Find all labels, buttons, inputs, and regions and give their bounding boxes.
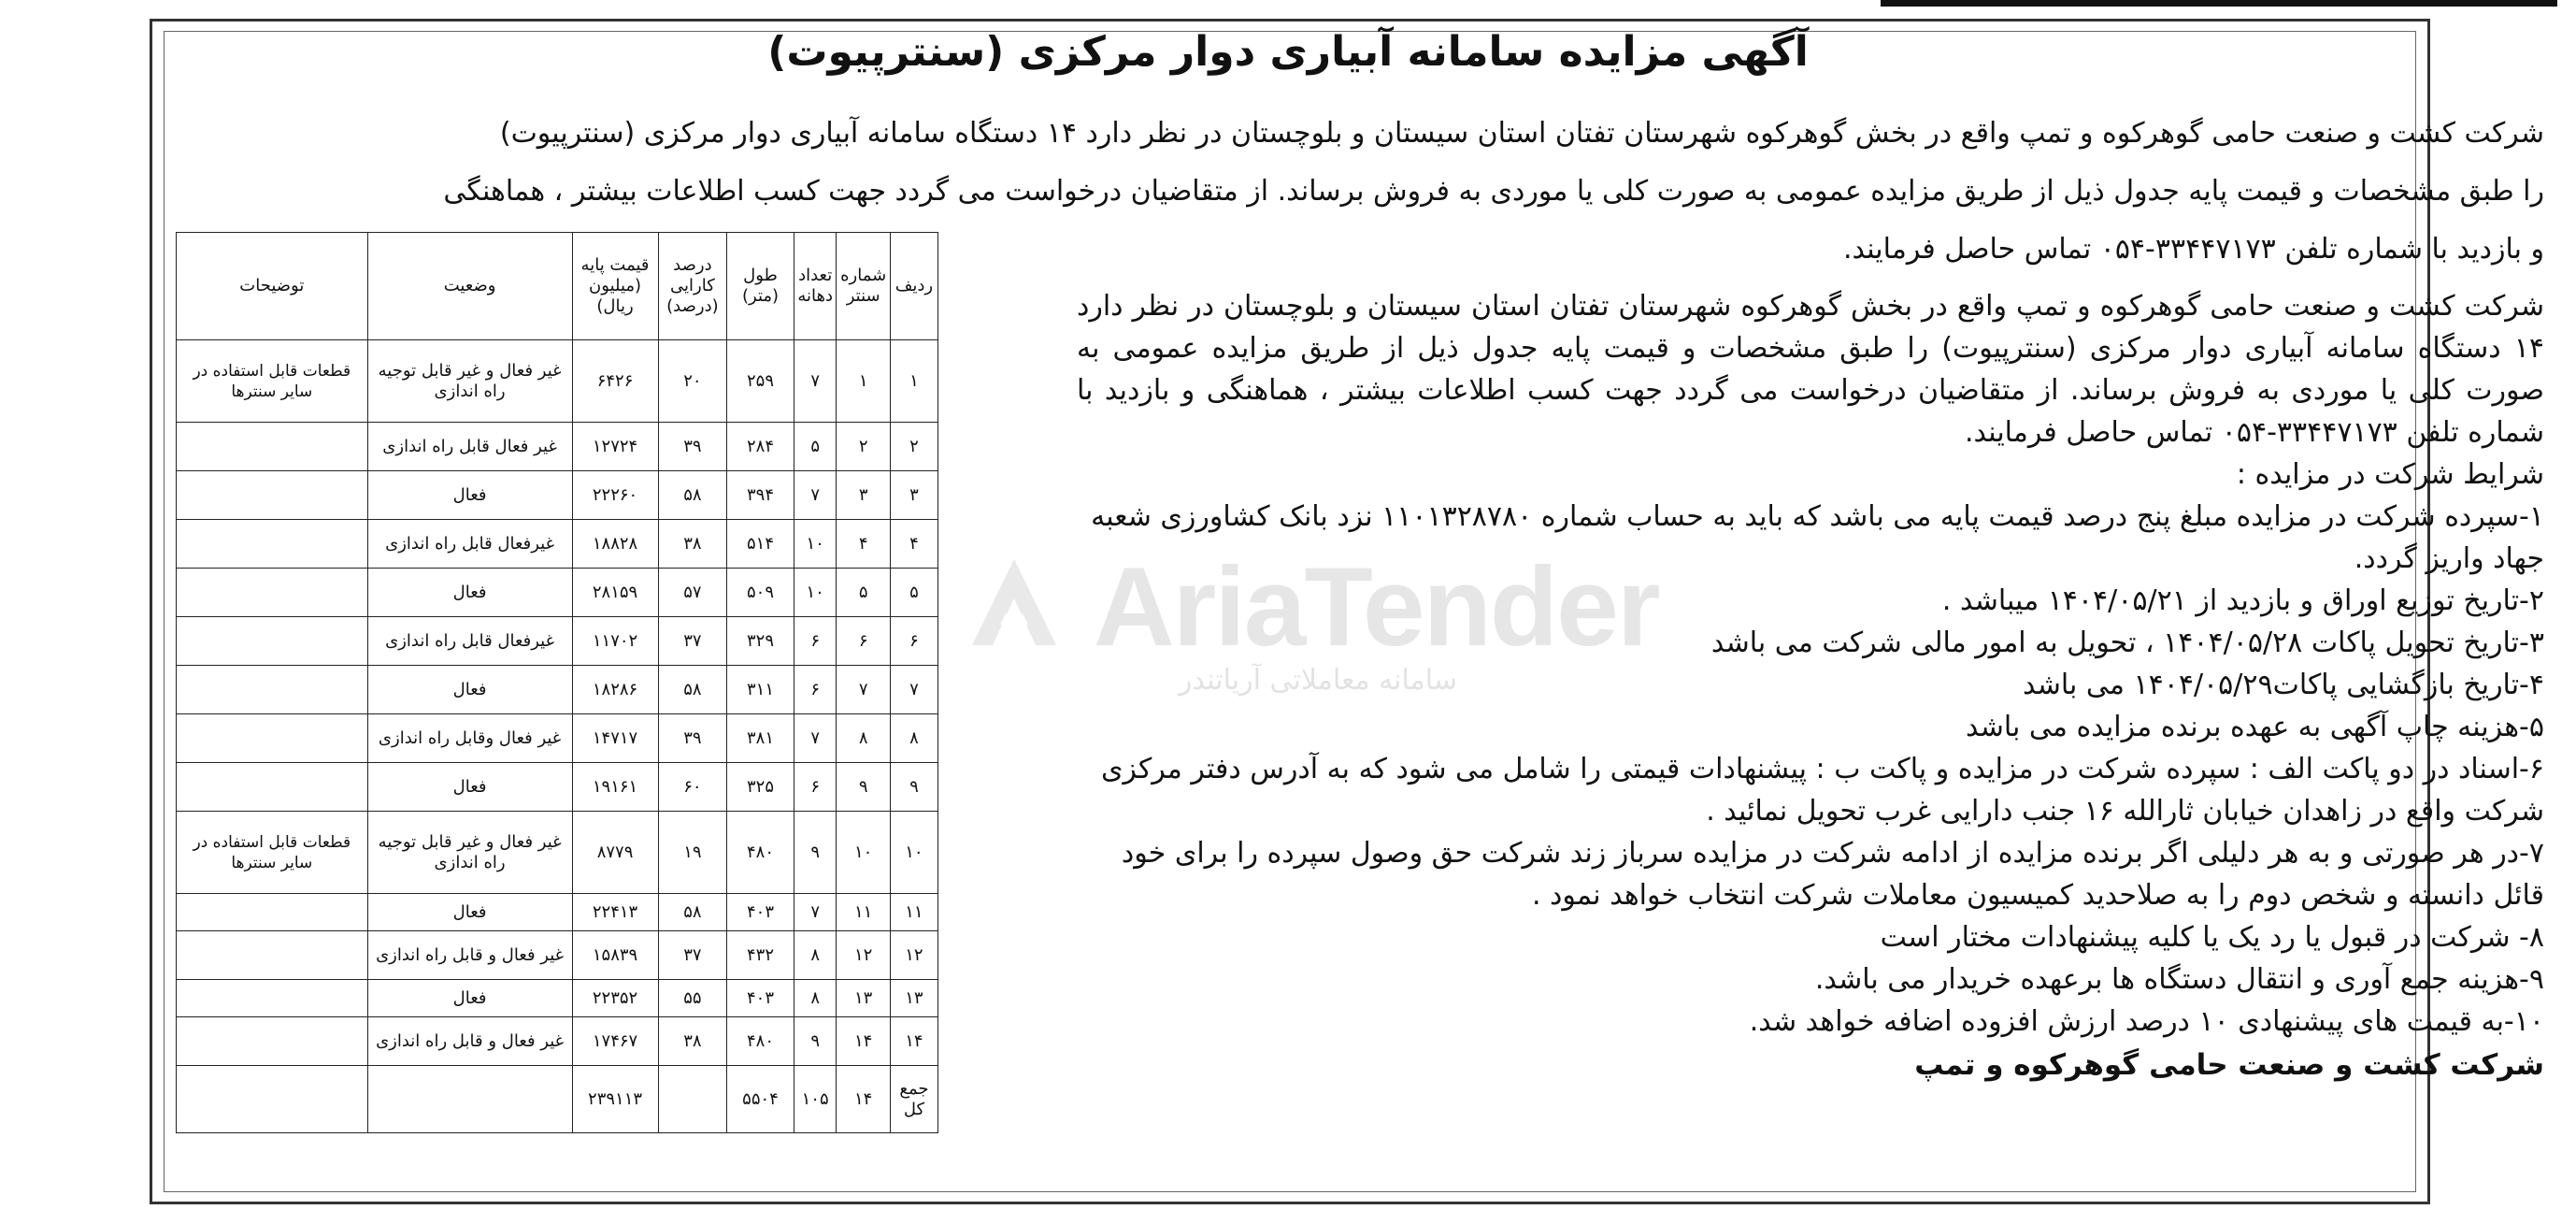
total-cell-spans: ۱۰۵ [794, 1066, 837, 1133]
cell-status: غیر فعال و قابل راه اندازی [367, 931, 572, 980]
intro-line: شرکت کشت و صنعت حامی گوهرکوه و تمپ واقع در بخش گوهرکوه شهرستان تفتان استان سیستان و بلوچستان در نظر دارد ۱۴ دستگاه سامانه آبیاری دوار مرکزی (سنترپیوت) [499, 117, 2544, 150]
cell-length: ۴۳۲ [727, 931, 794, 980]
cell-row-no: ۱۳ [890, 980, 937, 1017]
cell-length: ۲۸۴ [727, 423, 794, 471]
body-paragraph: شرکت کشت و صنعت حامی گوهرکوه و تمپ واقع در بخش گوهرکوه شهرستان تفتان استان سیستان و بلوچستان در نظر دارد ۱۴ دستگاه سامانه آبیاری دوار مرکزی (سنترپیوت) را طبق مشخصات و قیمت پایه جدول ذیل از طریق مزایده عمومی به صورت کلی یا موردی به فروش برساند. از متقاضیان درخواست می گردد جهت کسب اطلاعات بیشتر ، هماهنگی و بازدید با شماره تلفن ۳۳۴۴۷۱۷۳-۰۵۴ تماس حاصل فرمایند. [1077, 290, 2544, 449]
cell-center-no: ۲ [837, 423, 890, 471]
cell-row-no: ۱۰ [890, 812, 937, 894]
total-cell-base-price: ۲۳۹۱۱۳ [572, 1066, 658, 1133]
intro-line: و بازدید با شماره تلفن ۳۳۴۴۷۱۷۳-۰۵۴ تماس حاصل فرمایند. [1842, 233, 2544, 266]
cell-row-no: ۱۴ [890, 1017, 937, 1066]
cell-spans: ۸ [794, 931, 837, 980]
cell-spans: ۶ [794, 666, 837, 714]
cell-spans: ۶ [794, 617, 837, 666]
cell-status: فعال [367, 763, 572, 812]
cell-row-no: ۴ [890, 520, 937, 569]
cell-spans: ۹ [794, 812, 837, 894]
table-row [177, 617, 938, 666]
cell-efficiency: ۳۹ [658, 423, 727, 471]
cell-center-no: ۶ [837, 617, 890, 666]
cell-status: غیرفعال قابل راه اندازی [367, 520, 572, 569]
cell-status: غیر فعال قابل راه اندازی [367, 423, 572, 471]
cell-status: غیر فعال وقابل راه اندازی [367, 714, 572, 763]
cell-spans: ۱۰ [794, 569, 837, 617]
table-row [177, 980, 938, 1017]
table-row [177, 931, 938, 980]
cell-status: غیر فعال و قابل راه اندازی [367, 1017, 572, 1066]
cell-status: فعال [367, 569, 572, 617]
cell-efficiency: ۵۵ [658, 980, 727, 1017]
cell-efficiency: ۵۸ [658, 666, 727, 714]
cell-center-no: ۷ [837, 666, 890, 714]
watermark-subtitle: سامانه معاملاتی آریاتندر [1179, 664, 1457, 697]
cell-status: غیر فعال و غیر قابل توجیه راه اندازی [367, 340, 572, 423]
cell-efficiency: ۳۹ [658, 714, 727, 763]
cell-efficiency: ۶۰ [658, 763, 727, 812]
cell-status: فعال [367, 980, 572, 1017]
col-header-row-no: ردیف [890, 233, 937, 340]
table-row [177, 520, 938, 569]
cell-notes [177, 1017, 368, 1066]
condition-item: ۳-تاریخ تحویل پاکات ۱۴۰۴/۰۵/۲۸ ، تحویل به امور مالی شرکت می باشد [1710, 626, 2544, 659]
cell-spans: ۷ [794, 340, 837, 423]
cell-notes [177, 520, 368, 569]
company-signature: شرکت کشت و صنعت حامی گوهرکوه و تمپ [1914, 1048, 2544, 1082]
total-cell-row-no: جمع کل [890, 1066, 937, 1133]
col-header-spans: تعداد دهانه [794, 233, 837, 340]
cell-base-price: ۱۴۷۱۷ [572, 714, 658, 763]
cell-base-price: ۲۸۱۵۹ [572, 569, 658, 617]
table-row [177, 714, 938, 763]
cell-status: فعال [367, 471, 572, 520]
cell-row-no: ۳ [890, 471, 937, 520]
cell-length: ۳۸۱ [727, 714, 794, 763]
cell-center-no: ۱۴ [837, 1017, 890, 1066]
cell-base-price: ۱۹۱۶۱ [572, 763, 658, 812]
cell-length: ۵۰۹ [727, 569, 794, 617]
cell-efficiency: ۱۹ [658, 812, 727, 894]
notice-title: آگهی مزایده سامانه آبیاری دوار مرکزی (سنترپیوت) [767, 28, 1809, 76]
table-row [177, 763, 938, 812]
cell-row-no: ۵ [890, 569, 937, 617]
cell-status: فعال [367, 894, 572, 931]
cell-base-price: ۱۸۸۲۸ [572, 520, 658, 569]
col-header-center-no: شماره سنتر [837, 233, 890, 340]
cell-length: ۵۱۴ [727, 520, 794, 569]
cell-notes [177, 423, 368, 471]
table-row [177, 340, 938, 423]
cell-length: ۲۵۹ [727, 340, 794, 423]
total-cell-notes [177, 1066, 368, 1133]
condition-item: ۸- شرکت در قبول یا رد یک یا کلیه پیشنهادات مختار است [1880, 921, 2544, 954]
table-row [177, 894, 938, 931]
top-rule [1881, 0, 2557, 7]
table-row [177, 471, 938, 520]
total-cell-length: ۵۵۰۴ [727, 1066, 794, 1133]
cell-efficiency: ۳۷ [658, 617, 727, 666]
cell-spans: ۱۰ [794, 520, 837, 569]
cell-efficiency: ۳۸ [658, 1017, 727, 1066]
cell-notes [177, 666, 368, 714]
total-cell-center-no: ۱۴ [837, 1066, 890, 1133]
cell-length: ۳۲۹ [727, 617, 794, 666]
col-header-notes: توضیحات [177, 233, 368, 340]
cell-row-no: ۲ [890, 423, 937, 471]
cell-spans: ۶ [794, 763, 837, 812]
cell-notes [177, 714, 368, 763]
cell-base-price: ۶۴۲۶ [572, 340, 658, 423]
cell-spans: ۷ [794, 714, 837, 763]
cell-base-price: ۱۲۷۲۴ [572, 423, 658, 471]
condition-item: ۷-در هر صورتی و به هر دلیلی اگر برنده مزایده از ادامه شرکت در مزایده سرباز زند شرکت حق وصول سپرده را برای خود قائل دانسته و شخص دوم را به صلاحدید کمیسیون معاملات شرکت انتخاب خواهد نمود . [1121, 837, 2544, 912]
condition-item: ۱-سپرده شرکت در مزایده مبلغ پنج درصد قیمت پایه می باشد که باید به حساب شماره ۱۱۰۱۳۲۸۷۸۰ نزد بانک کشاورزی شعبه جهاد واریز گردد. [1091, 500, 2544, 575]
cell-spans: ۷ [794, 894, 837, 931]
cell-length: ۴۸۰ [727, 1017, 794, 1066]
condition-item: ۹-هزینه جمع آوری و انتقال دستگاه ها برعهده خریدار می باشد. [1814, 963, 2544, 996]
cell-base-price: ۲۲۳۵۲ [572, 980, 658, 1017]
cell-notes [177, 980, 368, 1017]
cell-efficiency: ۵۷ [658, 569, 727, 617]
condition-item: ۴-تاریخ بازگشایی پاکات۱۴۰۴/۰۵/۲۹ می باشد [2022, 669, 2544, 701]
intro-line: را طبق مشخصات و قیمت پایه جدول ذیل از طریق مزایده عمومی به صورت کلی یا موردی به فروش برساند. از متقاضیان درخواست می گردد جهت کسب اطلاعات بیشتر ، هماهنگی [443, 175, 2544, 208]
cell-length: ۳۱۱ [727, 666, 794, 714]
cell-notes [177, 894, 368, 931]
cell-center-no: ۱۱ [837, 894, 890, 931]
cell-status: غیر فعال و غیر قابل توجیه راه اندازی [367, 812, 572, 894]
cell-center-no: ۱۰ [837, 812, 890, 894]
cell-length: ۳۹۴ [727, 471, 794, 520]
cell-length: ۴۰۳ [727, 894, 794, 931]
cell-notes [177, 471, 368, 520]
table-body [177, 340, 938, 1133]
total-cell-status [367, 1066, 572, 1133]
cell-notes [177, 617, 368, 666]
cell-row-no: ۸ [890, 714, 937, 763]
table-total-row [177, 1066, 938, 1133]
cell-notes: قطعات قابل استفاده در سایر سنترها [177, 812, 368, 894]
table-row [177, 812, 938, 894]
cell-center-no: ۱ [837, 340, 890, 423]
cell-center-no: ۵ [837, 569, 890, 617]
col-header-length: طول (متر) [727, 233, 794, 340]
col-header-base-price: قیمت پایه (میلیون ریال) [572, 233, 658, 340]
cell-notes [177, 931, 368, 980]
cell-efficiency: ۵۸ [658, 894, 727, 931]
cell-center-no: ۴ [837, 520, 890, 569]
table-row [177, 1017, 938, 1066]
total-cell-efficiency [658, 1066, 727, 1133]
cell-row-no: ۱۲ [890, 931, 937, 980]
cell-status: فعال [367, 666, 572, 714]
cell-row-no: ۱ [890, 340, 937, 423]
cell-row-no: ۱۱ [890, 894, 937, 931]
cell-base-price: ۸۷۷۹ [572, 812, 658, 894]
cell-length: ۴۸۰ [727, 812, 794, 894]
cell-status: غیرفعال قابل راه اندازی [367, 617, 572, 666]
cell-base-price: ۲۲۲۶۰ [572, 471, 658, 520]
cell-notes: قطعات قابل استفاده در سایر سنترها [177, 340, 368, 423]
cell-length: ۳۲۵ [727, 763, 794, 812]
condition-item: ۵-هزینه چاپ آگهی به عهده برنده مزایده می باشد [1965, 711, 2544, 743]
cell-center-no: ۱۲ [837, 931, 890, 980]
cell-spans: ۸ [794, 980, 837, 1017]
condition-item: ۱۰-به قیمت های پیشنهادی ۱۰ درصد ارزش افزوده اضافه خواهد شد. [1749, 1005, 2544, 1038]
cell-row-no: ۷ [890, 666, 937, 714]
cell-efficiency: ۳۷ [658, 931, 727, 980]
cell-base-price: ۱۵۸۳۹ [572, 931, 658, 980]
watermark-brand: AriaTender [1094, 544, 1659, 670]
cell-spans: ۷ [794, 471, 837, 520]
table-row [177, 666, 938, 714]
cell-efficiency: ۳۸ [658, 520, 727, 569]
cell-base-price: ۲۲۴۱۳ [572, 894, 658, 931]
cell-length: ۴۰۳ [727, 980, 794, 1017]
col-header-efficiency: درصد کارایی (درصد) [658, 233, 727, 340]
cell-center-no: ۱۳ [837, 980, 890, 1017]
cell-notes [177, 569, 368, 617]
notice-body [1077, 285, 2544, 1087]
cell-notes [177, 763, 368, 812]
cell-spans: ۹ [794, 1017, 837, 1066]
col-header-status: وضعیت [367, 233, 572, 340]
cell-base-price: ۱۷۴۶۷ [572, 1017, 658, 1066]
cell-efficiency: ۵۸ [658, 471, 727, 520]
cell-center-no: ۳ [837, 471, 890, 520]
cell-efficiency: ۲۰ [658, 340, 727, 423]
table-row [177, 569, 938, 617]
cell-row-no: ۹ [890, 763, 937, 812]
table-header-row [177, 233, 938, 340]
cell-base-price: ۱۸۲۸۶ [572, 666, 658, 714]
condition-item: ۶-اسناد در دو پاکت الف : سپرده شرکت در مزایده و پاکت ب : پیشنهادات قیمتی را شامل می شود که به آدرس دفتر مرکزی شرکت واقع در زاهدان خیابان ثارالله ۱۶ جنب دارایی غرب تحویل نمائید . [1100, 753, 2544, 828]
cell-center-no: ۸ [837, 714, 890, 763]
cell-base-price: ۱۱۷۰۲ [572, 617, 658, 666]
table-row [177, 423, 938, 471]
conditions-heading: شرایط شرکت در مزایده : [2236, 458, 2544, 491]
cell-row-no: ۶ [890, 617, 937, 666]
auction-table [176, 232, 938, 1133]
condition-item: ۲-تاریخ توزیع اوراق و بازدید از ۱۴۰۴/۰۵/۲۱ میباشد . [1941, 584, 2544, 617]
cell-center-no: ۹ [837, 763, 890, 812]
cell-spans: ۵ [794, 423, 837, 471]
